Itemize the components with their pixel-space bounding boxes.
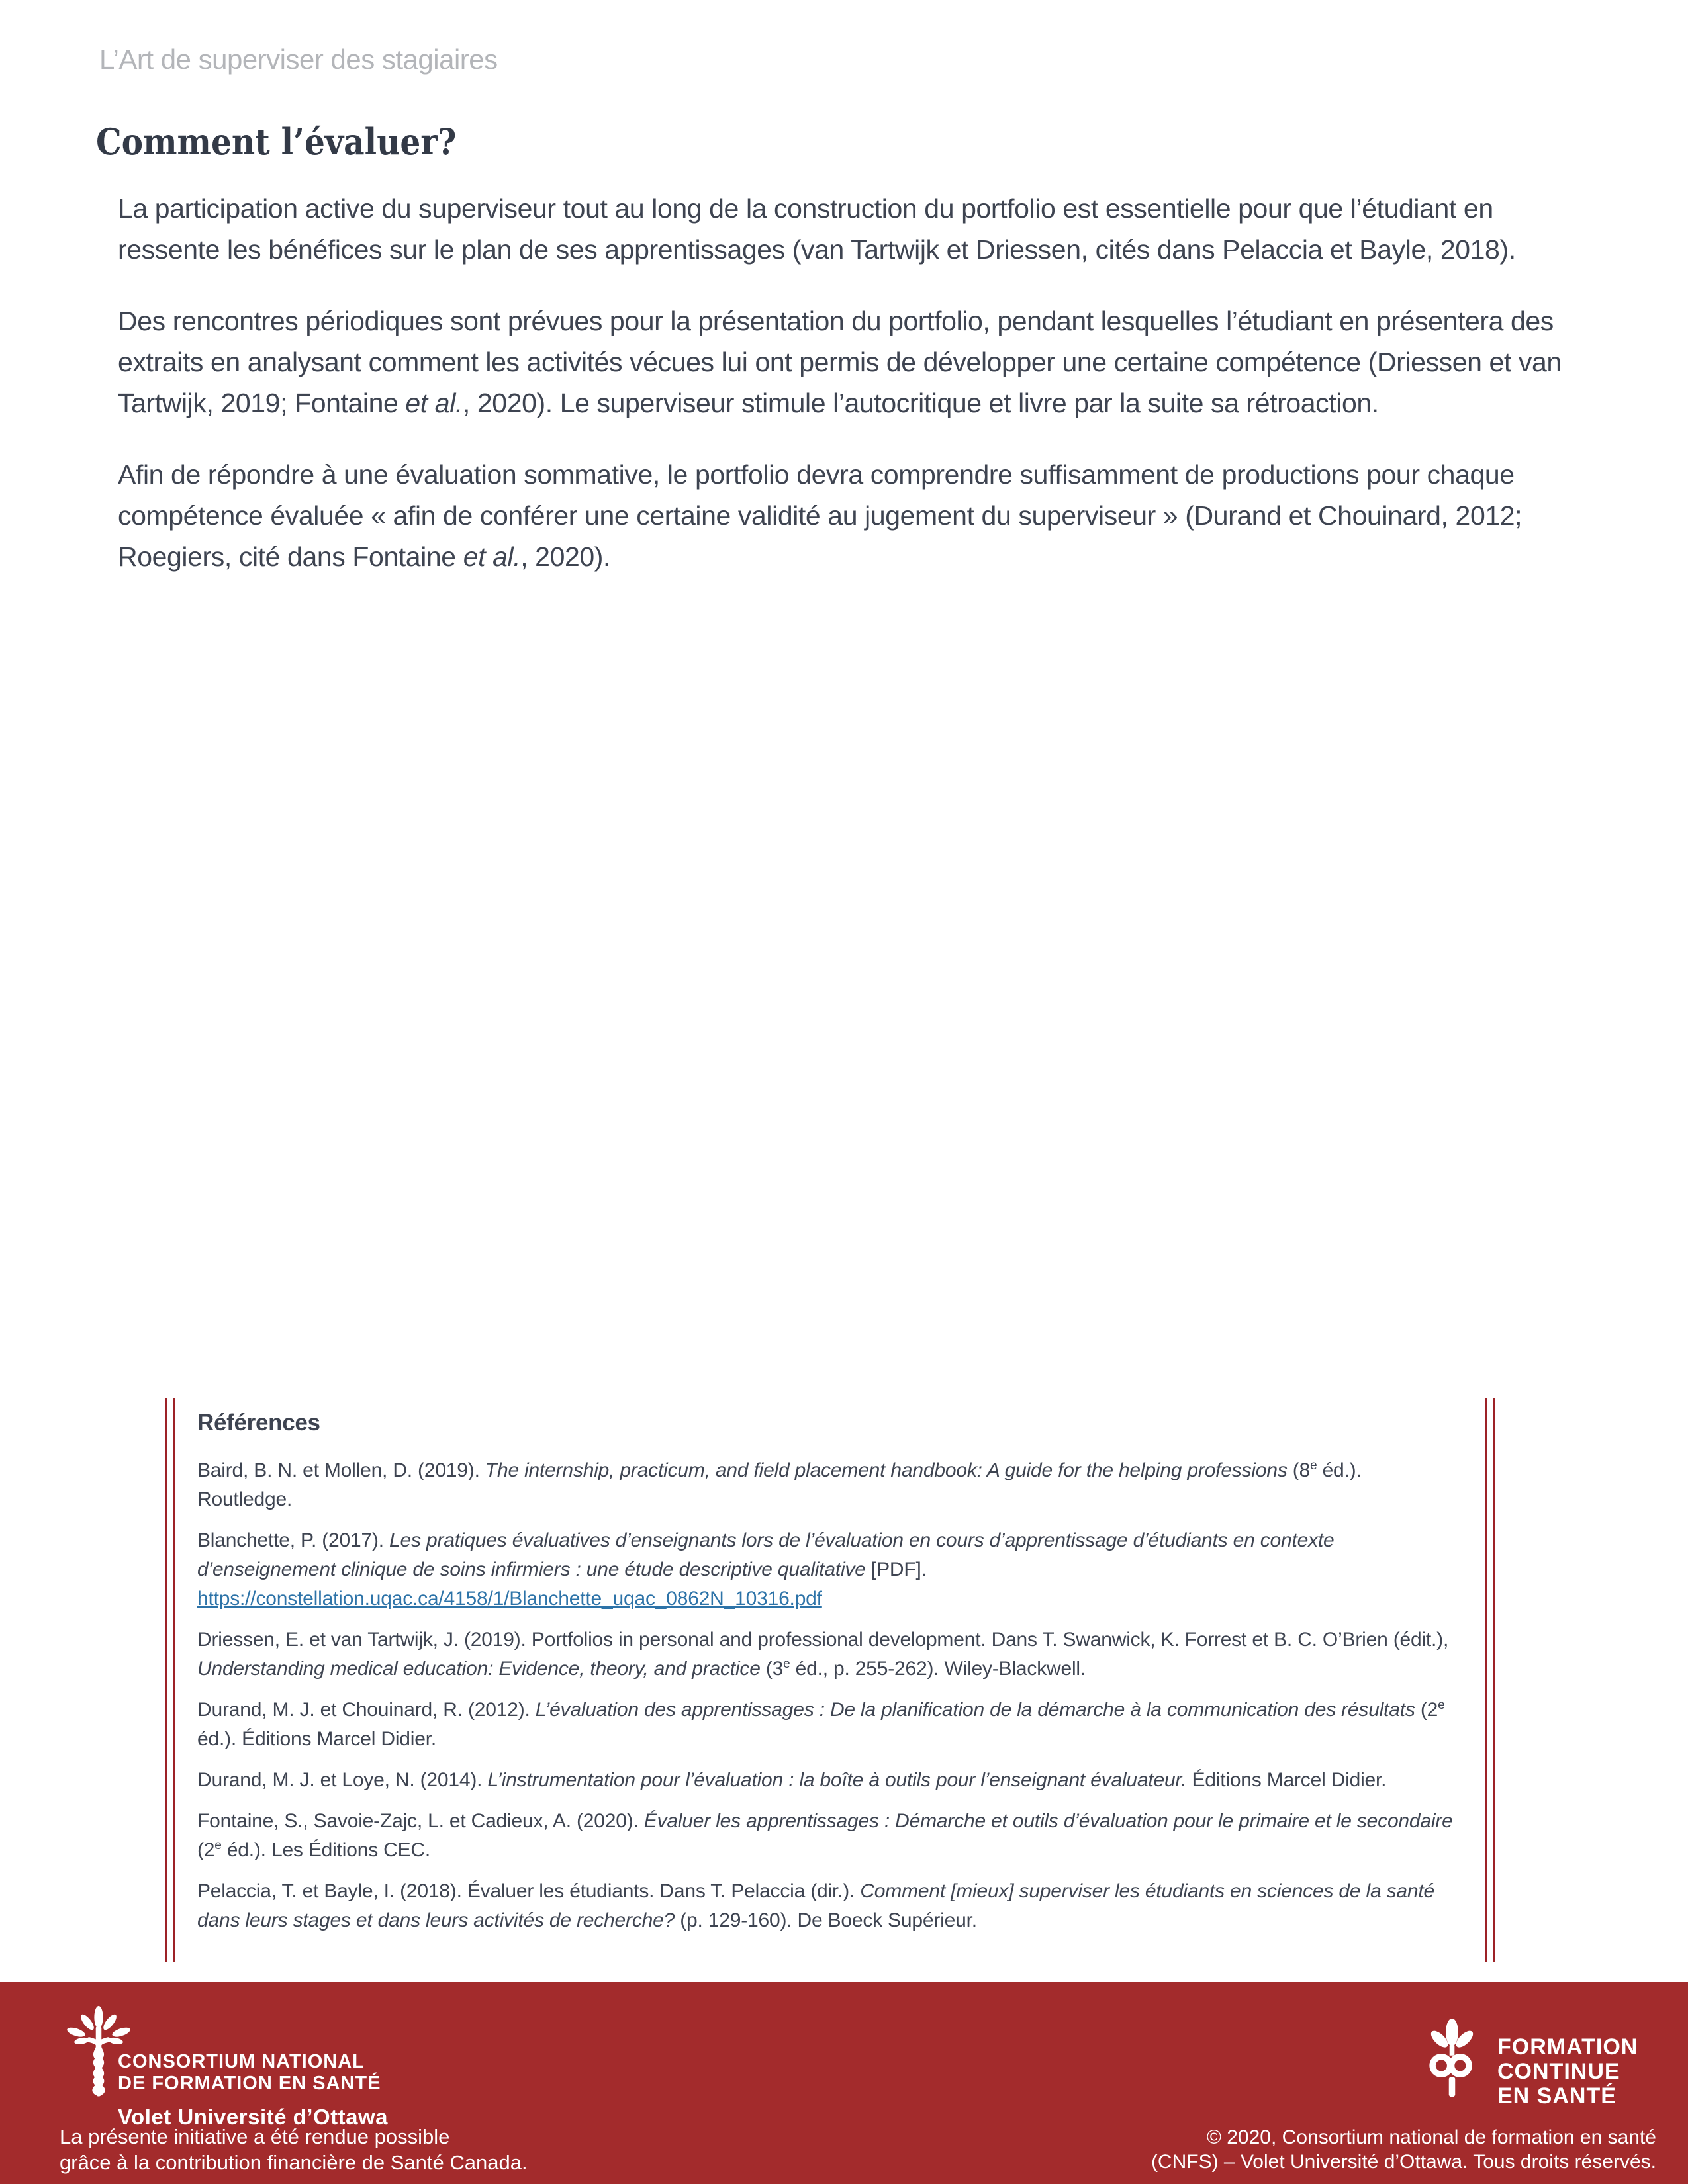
paragraph: La participation active du superviseur tout au long de la construction du portfolio est essentielle pour que l’étudiant en ressente les bénéfices sur le plan de ses apprentissages (van Tartwijk et Driessen, cités dans Pelaccia et Bayle, 2018).: [118, 193, 1516, 265]
fcs-wordmark: [1497, 2035, 1638, 2109]
reference-item: Driessen, E. et van Tartwijk, J. (2019). Portfolios in personal and professional development. Dans T. Swanwick, K. Forrest et B. C. O’Brien (édit.), Understanding medical education: Evidence, theory, and practice (3e éd., p. 255-262). Wiley-Blackwell.: [197, 1629, 1449, 1680]
fcs-line3: EN SANTÉ: [1497, 2083, 1617, 2109]
reference-item: Durand, M. J. et Chouinard, R. (2012). L’évaluation des apprentissages : De la planification de la démarche à la communication des résultats (2e éd.). Éditions Marcel Didier.: [197, 1698, 1445, 1750]
reference-item: Blanchette, P. (2017). Les pratiques évaluatives d’enseignants lors de l’évaluation en cours d’apprentissage d’étudiants en contexte d’enseignement clinique de soins infirmiers : une étude descriptive qualitative [PDF]. https://constellation.uqac.ca/4158/1/Blanchette_uqac_0862N_10316.pdf: [197, 1529, 1335, 1610]
reference-item: Durand, M. J. et Loye, N. (2014). L’instrumentation pour l’évaluation : la boîte à outils pour l’enseignant évaluateur. Éditions Marcel Didier.: [197, 1769, 1387, 1791]
body-content: [118, 188, 1591, 608]
fcs-line2: CONTINUE: [1497, 2059, 1620, 2084]
cnfs-line1: CONSORTIUM NATIONAL: [118, 2051, 365, 2072]
copyright-line2: (CNFS) – Volet Université d’Ottawa. Tous droits réservés.: [1150, 2151, 1656, 2173]
fcs-leaf-infinity-logo-icon: [1421, 2017, 1483, 2101]
paragraph: Des rencontres périodiques sont prévues pour la présentation du portfolio, pendant lesquelles l’étudiant en présentera des extraits en analysant comment les activités vécues lui ont permis de développer une certaine compétence (Driessen et van Tartwijk, 2019; Fontaine et al., 2020). Le superviseur stimule l’autocritique et livre par la suite sa rétroaction.: [118, 306, 1562, 418]
reference-link[interactable]: https://constellation.uqac.ca/4158/1/Blanchette_uqac_0862N_10316.pdf: [197, 1588, 822, 1610]
page-title: Comment l’évaluer?: [96, 120, 457, 163]
page-footer: [0, 1982, 1688, 2184]
tagline-line1: La présente initiative a été rendue possible: [60, 2125, 450, 2148]
cnfs-wordmark: [118, 2051, 388, 2129]
reference-item: Pelaccia, T. et Bayle, I. (2018). Évaluer les étudiants. Dans T. Pelaccia (dir.). Comment [mieux] superviser les étudiants en sciences de la santé dans leurs stages et dans leurs activités de recherche? (p. 129-160). De Boeck Supérieur.: [197, 1880, 1434, 1931]
fcs-line1: FORMATION: [1497, 2034, 1638, 2060]
tagline-line2: grâce à la contribution financière de Santé Canada.: [60, 2151, 528, 2174]
footer-tagline: [60, 2124, 528, 2175]
paragraph: Afin de répondre à une évaluation sommative, le portfolio devra comprendre suffisamment de productions pour chaque compétence évaluée « afin de conférer une certaine validité au jugement du superviseur » (Durand et Chouinard, 2012; Roegiers, cité dans Fontaine et al., 2020).: [118, 459, 1523, 572]
cnfs-line2: DE FORMATION EN SANTÉ: [118, 2073, 381, 2094]
copyright-line1: © 2020, Consortium national de formation en santé: [1206, 2126, 1656, 2148]
reference-item: Baird, B. N. et Mollen, D. (2019). The internship, practicum, and field placement handbook: A guide for the helping professions (8e éd.). Routledge.: [197, 1459, 1362, 1510]
footer-copyright: [1151, 2125, 1656, 2174]
reference-item: Fontaine, S., Savoie-Zajc, L. et Cadieux, A. (2020). Évaluer les apprentissages : Démarche et outils d’évaluation pour le primaire et le secondaire (2e éd.). Les Éditions CEC.: [197, 1810, 1453, 1861]
references-heading: Références: [197, 1410, 320, 1435]
booklet-title: L’Art de superviser des stagiaires: [99, 44, 498, 75]
cnfs-volet: Volet Université d’Ottawa: [118, 2105, 388, 2129]
references-box: [165, 1398, 1495, 1962]
